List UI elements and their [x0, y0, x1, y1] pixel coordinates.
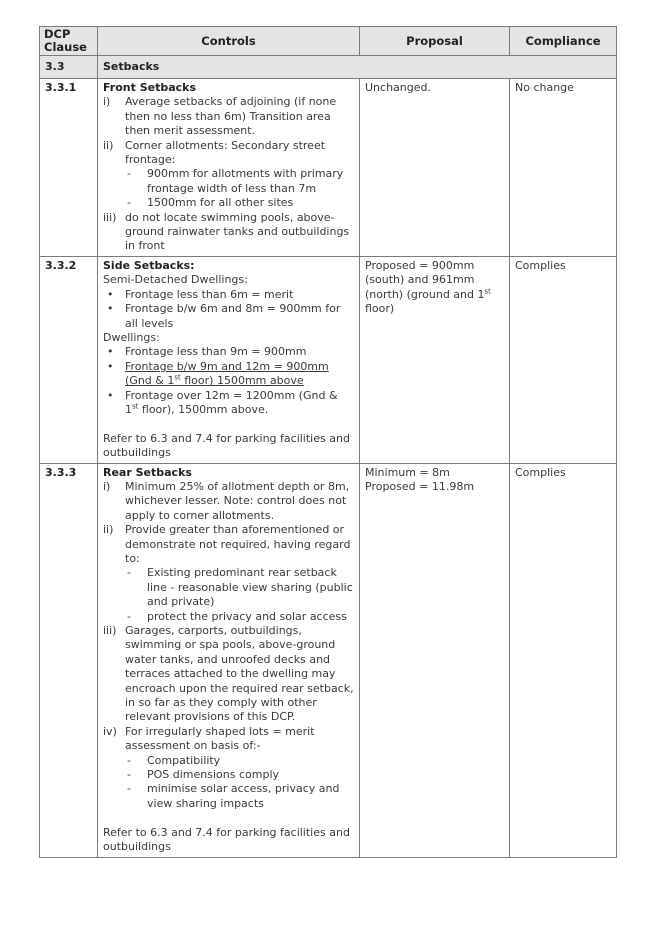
sub-item-text: 900mm for allotments with primary frontage width of less than 7m	[147, 167, 344, 195]
sub-item	[103, 754, 354, 768]
bullet-text: Frontage less than 6m = merit	[125, 287, 294, 301]
proposal-text-part: Proposed = 900mm (south) and 961mm (north) (ground and 1	[365, 258, 485, 301]
proposal-cell	[360, 256, 510, 463]
subheading: Semi-Detached Dwellings:	[103, 273, 248, 287]
bullet-text: Frontage less than 9m = 900mm	[125, 345, 307, 359]
item-number: i)	[103, 479, 111, 493]
bullet-text-part: floor), 1500mm above.	[138, 402, 269, 416]
bullet-icon: •	[107, 345, 114, 359]
control-item	[103, 139, 354, 168]
bullet-icon: •	[107, 388, 114, 402]
compliance-cell: Complies	[510, 256, 617, 463]
subheading: Dwellings:	[103, 330, 160, 344]
dash-marker: -	[127, 566, 131, 580]
section-title: Setbacks	[98, 56, 617, 79]
proposal-line: Proposed = 11.98m	[365, 479, 475, 493]
bullet-item	[103, 302, 354, 331]
compliance-cell: Complies	[510, 463, 617, 857]
controls-cell	[98, 256, 360, 463]
item-text: do not locate swimming pools, above-ground rainwater tanks and outbuildings in front	[125, 210, 350, 253]
section-row	[40, 56, 617, 79]
bullet-text-underlined	[125, 360, 354, 389]
sub-item-text: POS dimensions comply	[147, 768, 280, 782]
item-text: Minimum 25% of allotment depth or 8m, whichever lesser. Note: control does not apply to corner allotments.	[125, 479, 350, 522]
control-item	[103, 725, 354, 754]
control-item	[103, 211, 354, 254]
bullet-text: Frontage b/w 6m and 8m = 900mm for all levels	[125, 302, 341, 330]
table-header-row	[40, 27, 617, 56]
control-item	[103, 480, 354, 523]
item-number: iii)	[103, 210, 117, 224]
sub-item-text: protect the privacy and solar access	[147, 609, 347, 623]
superscript: st	[174, 373, 181, 382]
sub-item	[103, 782, 354, 811]
control-item	[103, 95, 354, 138]
superscript: st	[132, 402, 139, 411]
clause-number: 3.3.2	[40, 256, 98, 463]
bullet-text-part: Frontage b/w 9m and 12m = 900mm (Gnd & 1	[125, 359, 329, 388]
bullet-text	[125, 389, 354, 418]
proposal-line: Minimum = 8m	[365, 465, 450, 479]
controls-cell	[98, 79, 360, 257]
section-clause: 3.3	[40, 56, 98, 79]
control-heading: Rear Setbacks	[103, 465, 192, 479]
proposal-cell	[360, 463, 510, 857]
sub-item	[103, 566, 354, 609]
bullet-icon: •	[107, 302, 114, 316]
sub-item	[103, 167, 354, 196]
item-number: iv)	[103, 724, 117, 738]
sub-item	[103, 196, 354, 210]
header-proposal: Proposal	[360, 27, 510, 56]
bullet-item	[103, 288, 354, 302]
sub-item-text: Compatibility	[147, 753, 221, 767]
compliance-cell: No change	[510, 79, 617, 257]
clause-number: 3.3.1	[40, 79, 98, 257]
dash-marker: -	[127, 782, 131, 796]
item-text: For irregularly shaped lots = merit assessment on basis of:-	[125, 724, 315, 753]
bullet-text-part: Frontage over 12m = 1200mm (Gnd & 1	[125, 388, 338, 416]
item-number: ii)	[103, 138, 114, 152]
dash-marker: -	[127, 196, 131, 210]
sub-item	[103, 768, 354, 782]
header-dcp-clause-line2: Clause	[44, 40, 87, 54]
proposal-text-part: floor)	[365, 302, 395, 316]
dash-marker: -	[127, 753, 131, 767]
sub-item-text: 1500mm for all other sites	[147, 196, 294, 210]
sub-item-text: Existing predominant rear setback line - reasonable view sharing (public and private)	[147, 566, 353, 609]
clause-number: 3.3.3	[40, 463, 98, 857]
spacer	[103, 811, 354, 825]
item-number: i)	[103, 95, 111, 109]
item-text: Corner allotments: Secondary street frontage:	[125, 138, 326, 167]
header-compliance: Compliance	[510, 27, 617, 56]
table-row-side-setbacks	[40, 256, 617, 463]
controls-cell	[98, 463, 360, 857]
item-text: Average setbacks of adjoining (if none then no less than 6m) Transition area then merit assessment.	[125, 95, 337, 138]
bullet-icon: •	[107, 359, 114, 373]
table-row-front-setbacks	[40, 79, 617, 257]
item-text: Provide greater than aforementioned or demonstrate not required, having regard to:	[125, 523, 351, 565]
bullet-icon: •	[107, 287, 114, 301]
bullet-item	[103, 345, 354, 359]
control-heading: Side Setbacks:	[103, 258, 195, 272]
reference-note: Refer to 6.3 and 7.4 for parking facilities and outbuildings	[103, 825, 350, 854]
dash-marker: -	[127, 167, 131, 181]
table-row-rear-setbacks	[40, 463, 617, 857]
dash-marker: -	[127, 768, 131, 782]
bullet-text-part: floor) 1500mm above	[180, 374, 304, 388]
bullet-item	[103, 389, 354, 418]
bullet-item	[103, 360, 354, 389]
spacer	[103, 417, 354, 431]
sub-item	[103, 610, 354, 624]
item-number: iii)	[103, 624, 117, 638]
header-controls: Controls	[98, 27, 360, 56]
sub-item-text: minimise solar access, privacy and view sharing impacts	[147, 782, 340, 810]
header-dcp-clause-line1: DCP	[44, 27, 71, 41]
item-number: ii)	[103, 523, 114, 537]
superscript: st	[484, 287, 491, 296]
control-item	[103, 624, 354, 725]
header-dcp-clause	[40, 27, 98, 56]
reference-note: Refer to 6.3 and 7.4 for parking facilities and outbuildings	[103, 431, 350, 460]
proposal-cell: Unchanged.	[360, 79, 510, 257]
dash-marker: -	[127, 609, 131, 623]
item-text: Garages, carports, outbuildings, swimming or spa pools, above-ground water tanks, and unroofed decks and terraces attached to the dwelling may encroach upon the required rear setback, in so far as they comply with other relevant provisions of this DCP.	[125, 624, 354, 724]
dcp-compliance-table	[39, 26, 617, 858]
control-item	[103, 523, 354, 566]
control-heading: Front Setbacks	[103, 81, 197, 94]
